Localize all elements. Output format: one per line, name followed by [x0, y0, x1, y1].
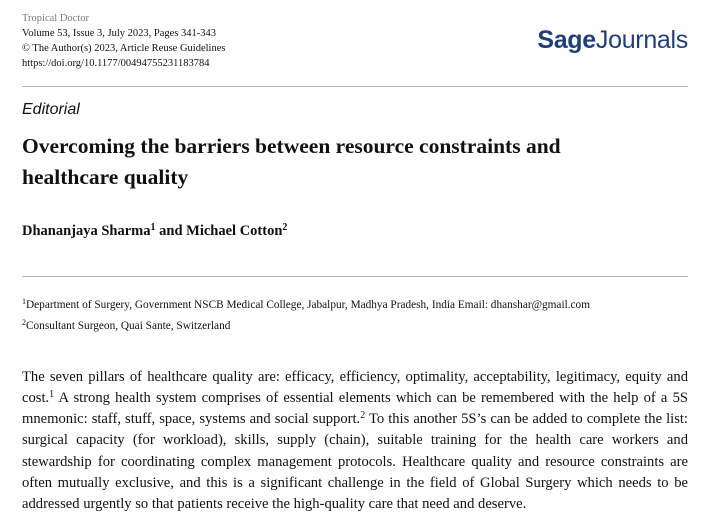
affiliation-number: 2 [22, 318, 26, 327]
article-title: Overcoming the barriers between resource constraints and healthcare quality [22, 134, 561, 189]
header-divider [22, 86, 688, 87]
article-metadata [22, 11, 225, 71]
author-affiliation-ref: 2 [282, 222, 288, 233]
author-list [22, 222, 287, 240]
body-text-segment: A strong health system comprises of essential elements which can be remembered with the help of a 5S mnemonic: staff, stuff, space, systems and social support. [22, 389, 688, 428]
logo-journals: Journals [595, 26, 688, 54]
affiliation-item [22, 314, 590, 335]
author-name[interactable]: Michael Cotton [186, 223, 283, 239]
section-label: Editorial [22, 101, 80, 118]
sage-journals-logo[interactable] [537, 26, 688, 55]
affiliation-text: Department of Surgery, Government NSCB Medical College, Jabalpur, Madhya Pradesh, India Email: dhanshar@gmail.com [26, 299, 590, 311]
author-name[interactable]: Dhananjaya Sharma [22, 223, 151, 239]
issue-info: Volume 53, Issue 3, July 2023, Pages 341-343 [22, 28, 217, 39]
body-text-segment: To this another 5S’s can be added to complete the list: surgical capacity (for workload), skills, supply (chain), suitable training for the health care workers and stewardship for coordinating complex management protocols. Healthcare quality and resource constraints are often mutually exclusive, and this is a significant challenge in the field of Global Surgery which needs to be addressed urgently so that patients receive the high-quality care that need and deserve. [22, 411, 688, 513]
authors-divider [22, 276, 688, 277]
affiliations [22, 293, 590, 335]
copyright-line[interactable]: © The Author(s) 2023, Article Reuse Guidelines [22, 43, 226, 54]
affiliation-number: 1 [22, 297, 26, 306]
reference-link[interactable]: 2 [360, 410, 366, 422]
affiliation-text: Consultant Surgeon, Quai Sante, Switzerland [26, 320, 231, 332]
body-paragraph [22, 367, 688, 516]
affiliation-item [22, 293, 590, 314]
doi-link[interactable]: https://doi.org/10.1177/00494755231183784 [22, 58, 210, 69]
author-joiner: and [159, 223, 183, 239]
author-affiliation-ref: 1 [150, 222, 156, 233]
logo-sage: Sage [537, 26, 596, 54]
reference-link[interactable]: 1 [49, 388, 55, 400]
body-text-segment: The seven pillars of healthcare quality are: efficacy, efficiency, optimality, acceptability, legitimacy, equity and cost. [22, 368, 688, 406]
journal-name[interactable]: Tropical Doctor [22, 13, 89, 24]
